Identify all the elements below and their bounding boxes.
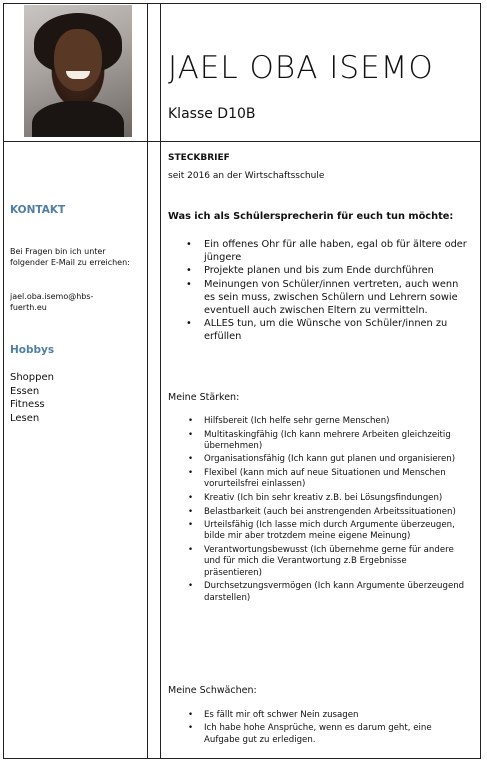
hobbies-list xyxy=(10,371,54,425)
column-divider-left xyxy=(147,3,148,759)
contact-heading: KONTAKT xyxy=(10,204,66,216)
person-name: JAEL OBA ISEMO xyxy=(168,50,434,86)
list-item: • Belastbarkeit (auch bei anstrengenden Arbeitssituationen) xyxy=(186,507,466,518)
column-divider-right xyxy=(160,3,161,759)
hobbies-heading: Hobbys xyxy=(10,344,55,356)
list-item: • Urteilsfähig (Ich lasse mich durch Argumente überzeugen, bilde mir aber trotzdem meine eigene Meinung) xyxy=(186,520,466,543)
list-item: • Meinungen von Schüler/innen vertreten, auch wenn es sein muss, zwischen Schülern und Lehrern sowie eventuell auch zwischen Eltern zu vermitteln. xyxy=(184,278,470,318)
list-item: • Verantwortungsbewusst (Ich übernehme gerne für andere und für mich die Verantwortung z.B Ergebnisse präsentieren) xyxy=(186,545,466,579)
hobby-item: Essen xyxy=(10,385,40,397)
hobby-item: Shoppen xyxy=(10,372,54,383)
profile-heading: STECKBRIEF xyxy=(168,153,230,163)
header-divider xyxy=(3,141,481,142)
since-text: seit 2016 an der Wirtschaftsschule xyxy=(168,171,325,181)
strengths-heading: Meine Stärken: xyxy=(168,392,240,403)
list-item: • Organisationsfähig (Ich kann gut planen und organisieren) xyxy=(186,454,466,465)
list-item: • Durchsetzungsvermögen (Ich kann Argumente überzeugend darstellen) xyxy=(186,581,466,604)
list-item: • Flexibel (kann mich auf neue Situationen und Menschen vorurteilsfrei einlassen) xyxy=(186,468,466,491)
list-item: • Projekte planen und bis zum Ende durchführen xyxy=(184,264,470,277)
list-item: • Multitaskingfähig (Ich kann mehrere Arbeiten gleichzeitig übernehmen) xyxy=(186,430,466,453)
contact-email[interactable]: jael.oba.isemo@hbs-fuerth.eu xyxy=(10,292,94,312)
profile-photo xyxy=(24,5,132,137)
weaknesses-heading: Meine Schwächen: xyxy=(168,685,257,696)
goals-heading: Was ich als Schülersprecherin für euch tun möchte: xyxy=(168,211,454,222)
strengths-list xyxy=(186,416,466,606)
hobby-item: Lesen xyxy=(10,412,40,424)
goals-list xyxy=(184,238,470,344)
contact-text: Bei Fragen bin ich unter folgender E-Mail zu erreichen: xyxy=(10,247,130,267)
hobby-item: Fitness xyxy=(10,399,45,410)
list-item: • ALLES tun, um die Wünsche von Schüler/innen zu erfüllen xyxy=(184,317,470,343)
list-item: • Ich habe hohe Ansprüche, wenn es darum geht, eine Aufgabe gut zu erledigen. xyxy=(186,723,466,746)
list-item: • Hilfsbereit (Ich helfe sehr gerne Menschen) xyxy=(186,416,466,427)
list-item: • Ein offenes Ohr für alle haben, egal ob für ältere oder jüngere xyxy=(184,238,470,264)
weaknesses-list xyxy=(186,710,466,748)
list-item: • Es fällt mir oft schwer Nein zusagen xyxy=(186,710,466,721)
list-item: • Kreativ (Ich bin sehr kreativ z.B. bei Lösungsfindungen) xyxy=(186,493,466,504)
class-label: Klasse D10B xyxy=(168,106,256,122)
